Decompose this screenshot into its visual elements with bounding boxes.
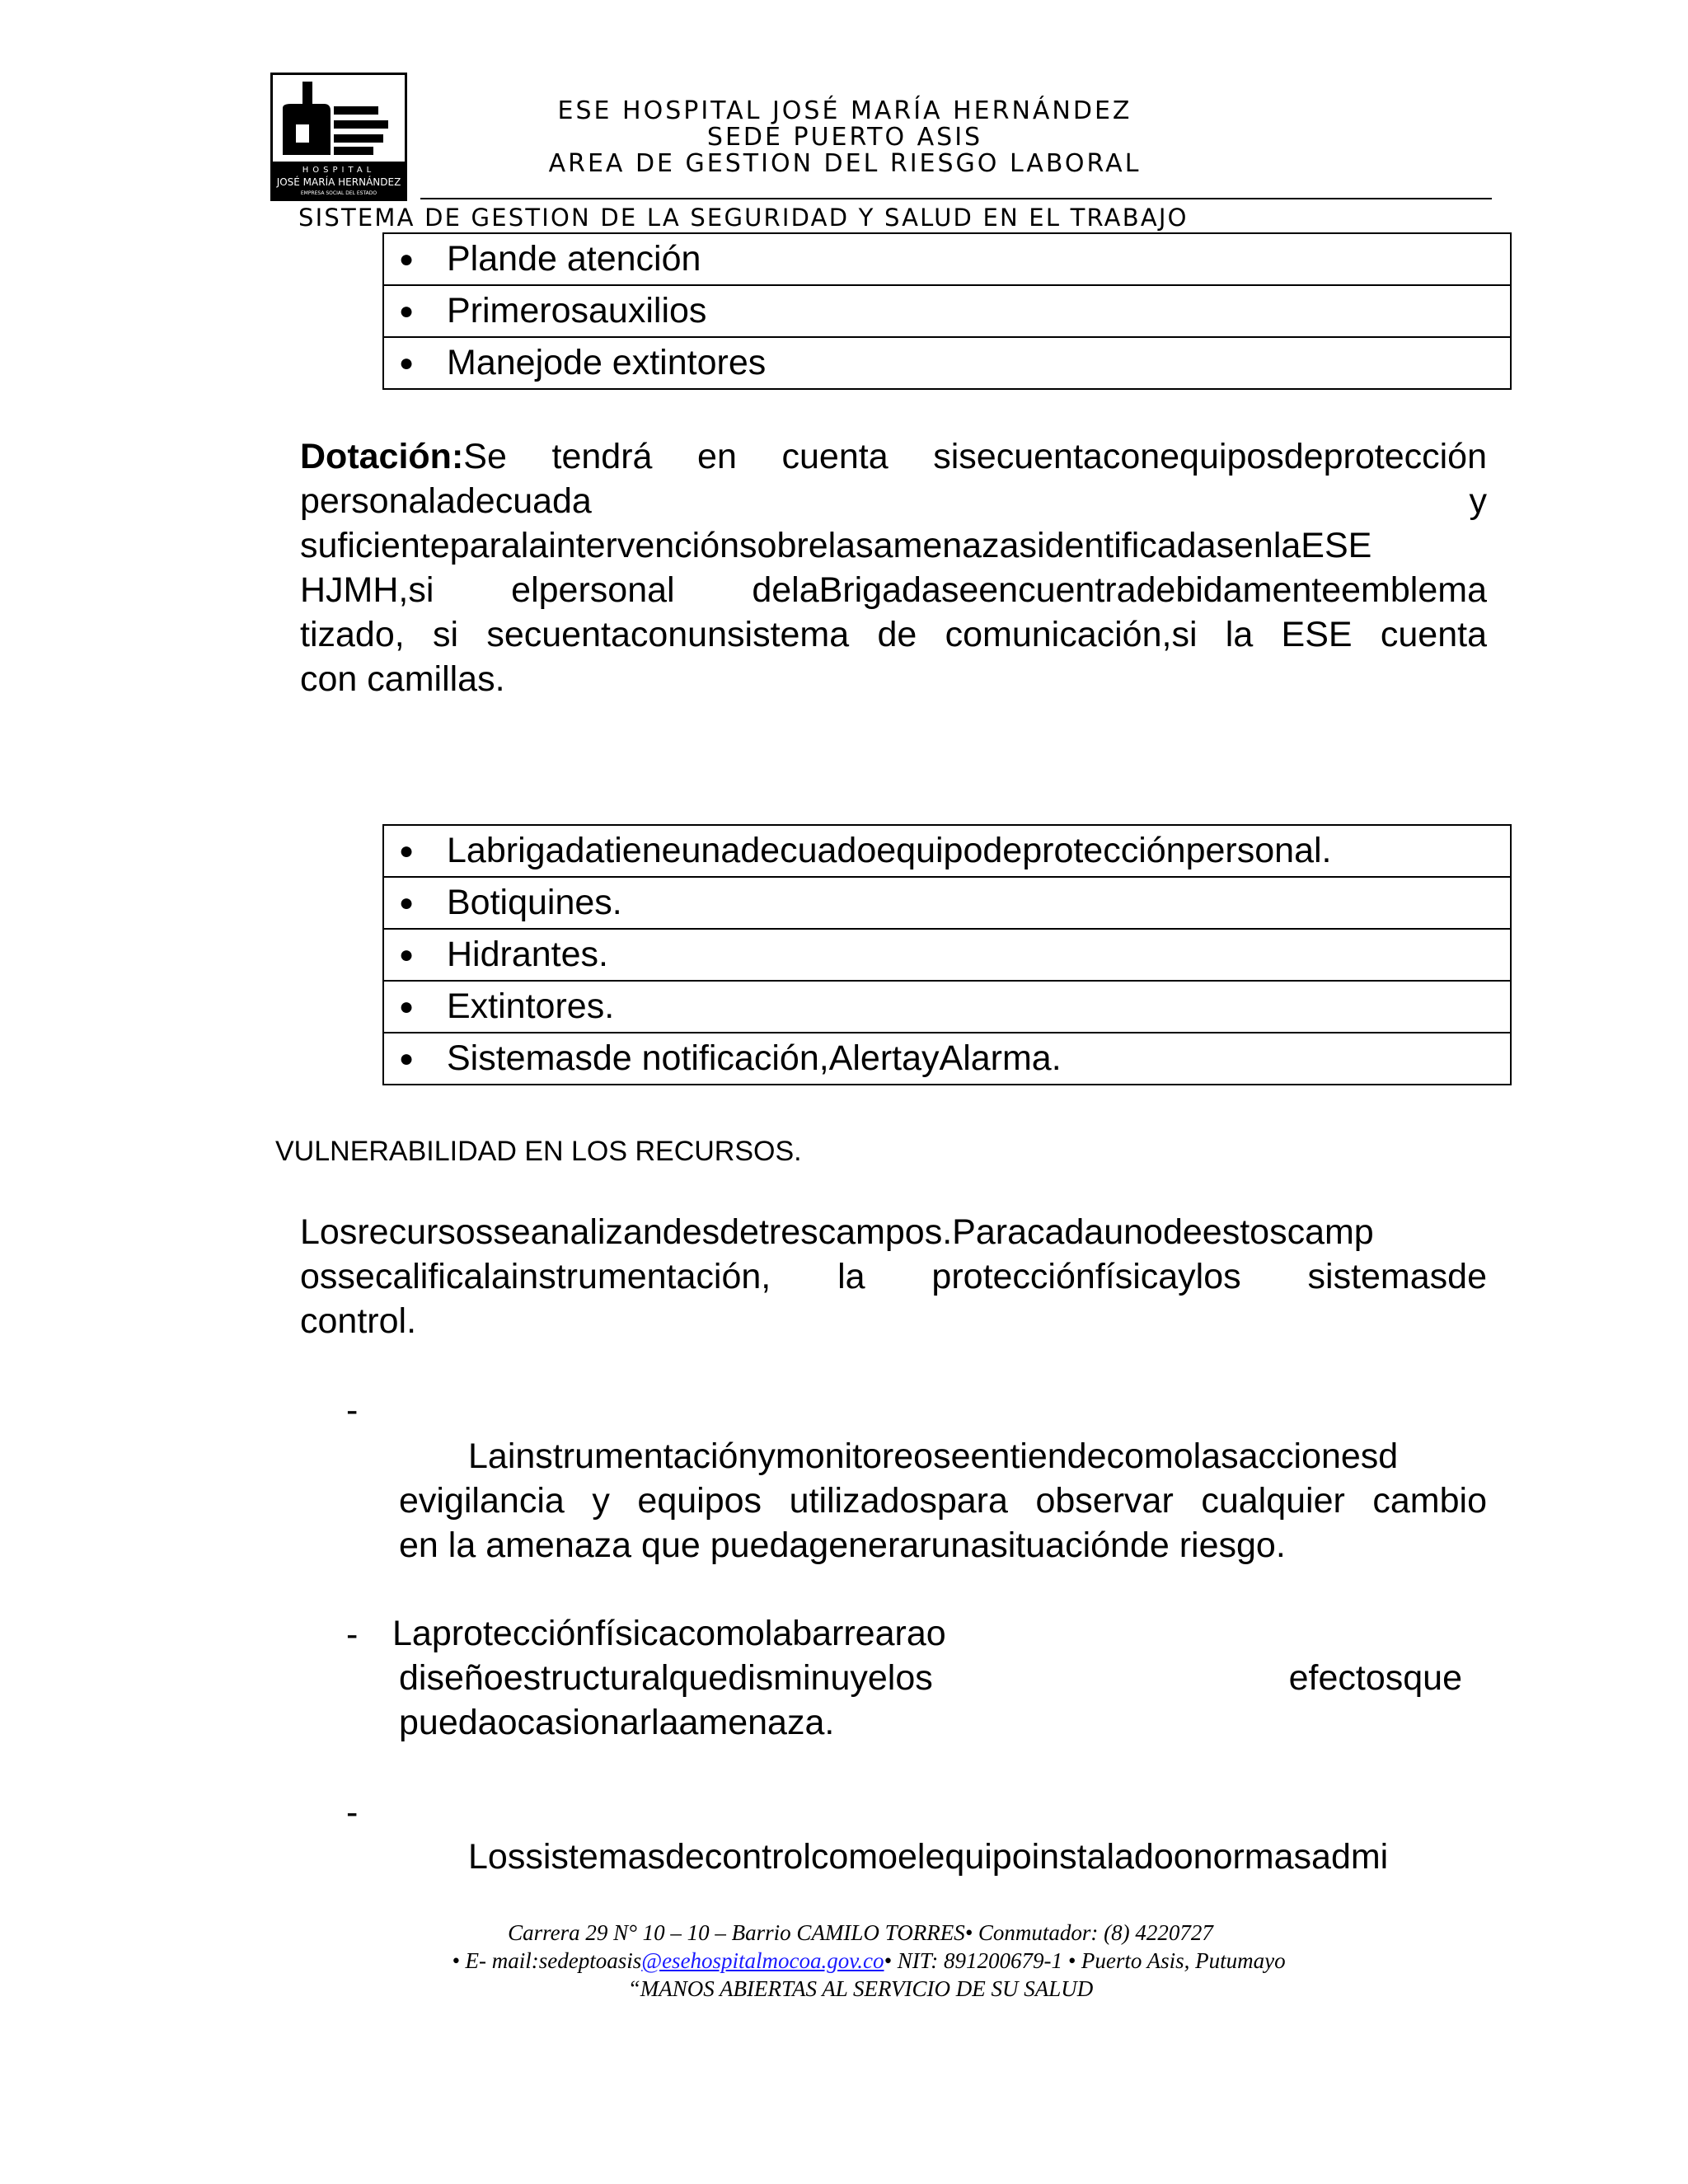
paragraph-line: Lossistemasdecontrolcomoelequipoinstaladoonormasadmi [468,1837,1389,1877]
bullet-icon: ● [399,941,415,968]
table-cell: Sistemasde notificación,AlertayAlarma. [447,1038,1062,1078]
table-cell: Hidrantes. [447,935,608,974]
table-row [383,877,1511,929]
bullet-icon: ● [399,837,415,865]
table-row [383,233,1511,285]
list-item-instrumentacion [399,1434,1487,1568]
table-row [383,825,1511,877]
section-heading: VULNERABILIDAD EN LOS RECURSOS. [275,1136,802,1167]
table-row [383,929,1511,981]
bullet-icon: ● [399,298,415,325]
list-item-sistemas [399,1835,1487,1879]
bullet-icon: ● [399,246,415,273]
header-hospital-name: ESE HOSPITAL JOSÉ MARÍA HERNÁNDEZ [557,96,1132,125]
footer-address: Carrera 29 N° 10 – 10 – Barrio CAMILO TORRES• Conmutador: (8) 4220727 [508,1920,1213,1945]
dash-marker: - [346,1793,359,1832]
paragraph-line: evigilancia y equipos utilizadospara observar cualquier cambio [399,1481,1487,1521]
dotacion-label: Dotación: [300,437,464,476]
header-system: SISTEMA DE GESTION DE LA SEGURIDAD Y SALUD EN EL TRABAJO [298,204,1189,232]
paragraph-line: Dotación:Se tendrá en cuenta sisecuentaconequiposdeprotección [300,437,1487,476]
logo-text-name: JOSÉ MARÍA HERNÁNDEZ [276,176,401,188]
paragraph-line: puedaocasionarlaamenaza. [399,1703,835,1742]
dash-marker: - [346,1390,359,1430]
recursos-paragraph [300,1210,1487,1343]
paragraph-line: Losrecursosseanalizandesdetrescampos.Paracadaunodeestoscamp [300,1212,1374,1252]
bullet-icon: ● [399,349,415,377]
footer-contact: • E- mail:sedeptoasis@esehospitalmocoa.gov.co• NIT: 891200679-1 • Puerto Asis, Putumayo [452,1948,1286,1973]
list-item-proteccion [392,1611,1462,1745]
paragraph-line: diseñoestructuralquedisminuyelos efectosque [399,1658,1462,1698]
table-row [383,285,1511,337]
bullet-icon: ● [399,1045,415,1072]
paragraph-line: con camillas. [300,659,505,699]
paragraph-line: ossecalificalainstrumentación, la protecciónfísicaylos sistemasde [300,1257,1487,1296]
paragraph-line: suficienteparalaintervenciónsobrelasamenazasidentificadasenlaESE [300,526,1372,565]
paragraph-line: en la amenaza que puedagenerarunasituaciónde riesgo. [399,1526,1286,1565]
paragraph-line: Lainstrumentaciónymonitoreoseentiendecomolasaccionesd [468,1436,1399,1476]
brigade-training-table [382,232,1512,390]
paragraph-line: HJMH,si elpersonal delaBrigadaseencuentradebidamenteemblema [300,570,1487,610]
header-sede: SEDE PUERTO ASIS [706,123,983,152]
header-area: AREA DE GESTION DEL RIESGO LABORAL [548,149,1142,178]
table-cell: Labrigadatieneunadecuadoequipodeprotecciónpersonal. [447,831,1332,870]
email-link[interactable]: @esehospitalmocoa.gov.co [641,1948,884,1973]
dash-marker: - [346,1615,359,1654]
logo-text-hospital: HOSPITAL [302,166,376,175]
bullet-icon: ● [399,993,415,1020]
table-cell: Extintores. [447,987,615,1026]
table-row [383,981,1511,1033]
dotacion-paragraph [300,434,1487,701]
paragraph-line: control. [300,1301,417,1341]
paragraph-line: personaladecuada y [300,481,1487,521]
table-row [383,337,1511,389]
equipment-table [382,824,1512,1085]
header-divider [420,198,1492,199]
paragraph-line: tizado, si secuentaconunsistema de comunicación,si la ESE cuenta [300,615,1487,654]
bullet-icon: ● [399,889,415,916]
table-cell: Primerosauxilios [447,291,707,330]
table-cell: Manejode extintores [447,343,767,382]
table-row [383,1033,1511,1085]
logo-text-tagline: EMPRESA SOCIAL DEL ESTADO [300,190,377,196]
paragraph-line: Laprotecciónfísicacomolabarrearao [392,1614,946,1653]
table-cell: Plande atención [447,239,701,279]
table-cell: Botiquines. [447,883,622,922]
footer-slogan: “MANOS ABIERTAS AL SERVICIO DE SU SALUD [627,1976,1094,2001]
